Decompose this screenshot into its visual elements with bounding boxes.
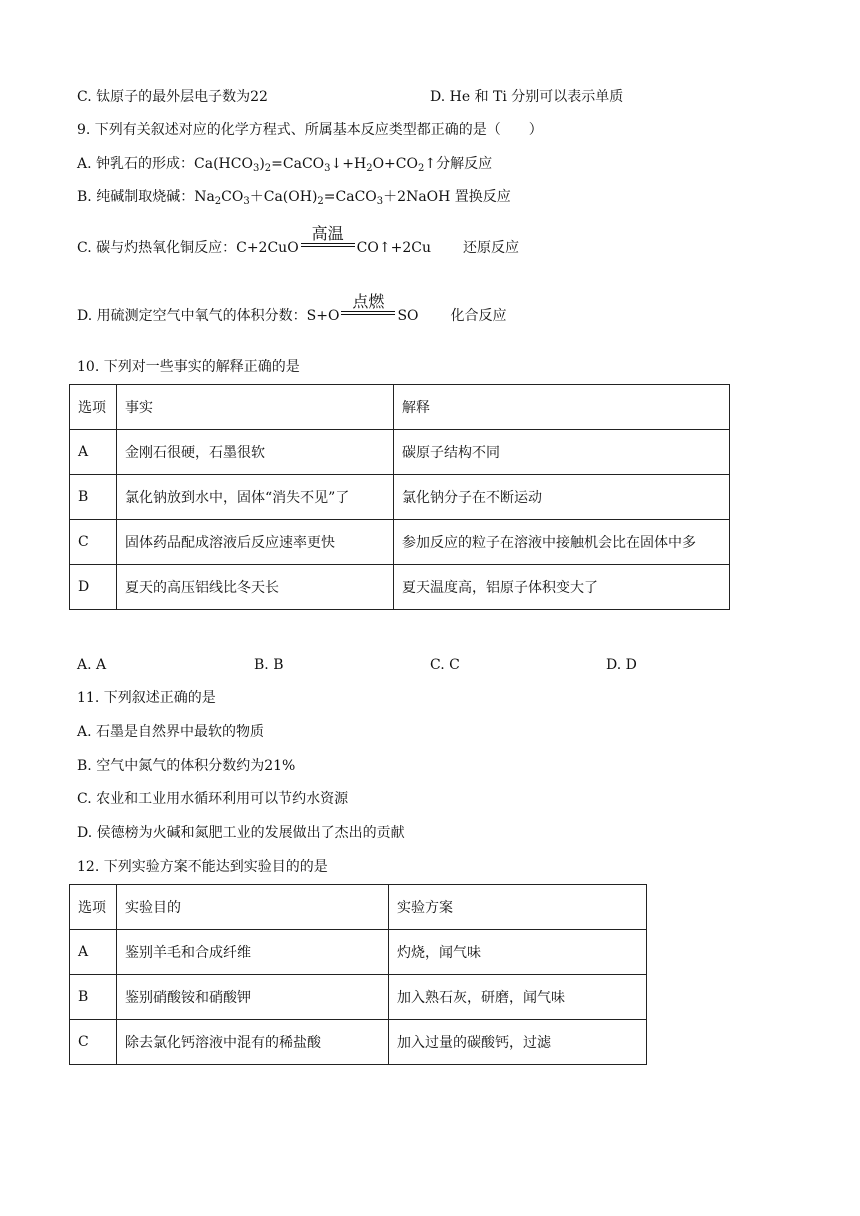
q10-option-a: A. A bbox=[77, 657, 107, 673]
q9-option-d: D. 用硫测定空气中氧气的体积分数：S+O 点燃 SO 化合反应 bbox=[77, 292, 507, 324]
q10-option-b: B. B bbox=[254, 657, 284, 673]
table-cell: 夏天温度高，铝原子体积变大了 bbox=[394, 565, 730, 610]
table-cell: 加入过量的碳酸钙，过滤 bbox=[389, 1020, 647, 1065]
table-header-row bbox=[70, 885, 647, 930]
q12-stem: 12. 下列实验方案不能达到实验目的的是 bbox=[77, 859, 328, 875]
table-cell: C bbox=[70, 1020, 117, 1065]
table-row bbox=[70, 1020, 647, 1065]
table-cell: B bbox=[70, 475, 117, 520]
table-cell: C bbox=[70, 520, 117, 565]
table-cell: A bbox=[70, 430, 117, 475]
table-row bbox=[70, 430, 730, 475]
header-cell: 选项 bbox=[70, 385, 117, 430]
table-cell: 除去氯化钙溶液中混有的稀盐酸 bbox=[117, 1020, 389, 1065]
q9-stem: 9. 下列有关叙述对应的化学方程式、所属基本反应类型都正确的是（ ） bbox=[77, 122, 543, 138]
table-cell: 参加反应的粒子在溶液中接触机会比在固体中多 bbox=[394, 520, 730, 565]
q12-table bbox=[69, 884, 647, 1065]
table-cell: 碳原子结构不同 bbox=[394, 430, 730, 475]
table-cell: 加入熟石灰，研磨，闻气味 bbox=[389, 975, 647, 1020]
table-cell: 固体药品配成溶液后反应速率更快 bbox=[117, 520, 394, 565]
reaction-condition: 高温 bbox=[301, 238, 355, 258]
q9-option-c: C. 碳与灼热氧化铜反应：C+2CuO 高温 CO↑+2Cu 还原反应 bbox=[77, 224, 519, 256]
header-cell: 事实 bbox=[117, 385, 394, 430]
table-header-row bbox=[70, 385, 730, 430]
table-row bbox=[70, 520, 730, 565]
q10-option-c: C. C bbox=[430, 657, 460, 673]
table-cell: 鉴别羊毛和合成纤维 bbox=[117, 930, 389, 975]
q11-option-a: A. 石墨是自然界中最软的物质 bbox=[77, 724, 265, 740]
q11-stem: 11. 下列叙述正确的是 bbox=[77, 690, 216, 706]
q11-option-d: D. 侯德榜为火碱和氮肥工业的发展做出了杰出的贡献 bbox=[77, 825, 405, 841]
table-cell: 鉴别硝酸铵和硝酸钾 bbox=[117, 975, 389, 1020]
table-row bbox=[70, 930, 647, 975]
q9-option-a: A. 钟乳石的形成：$Ca(HCO_3)_2=CaCO_3↓+H_2O+CO_2↑$分解反应 bbox=[77, 156, 493, 174]
table-cell: 金刚石很硬，石墨很软 bbox=[117, 430, 394, 475]
q10-option-d: D. D bbox=[606, 657, 637, 673]
header-cell: 实验目的 bbox=[117, 885, 389, 930]
header-cell: 选项 bbox=[70, 885, 117, 930]
table-row bbox=[70, 475, 730, 520]
q11-option-c: C. 农业和工业用水循环利用可以节约水资源 bbox=[77, 791, 349, 807]
table-cell: D bbox=[70, 565, 117, 610]
table-cell: 灼烧，闻气味 bbox=[389, 930, 647, 975]
header-cell: 解释 bbox=[394, 385, 730, 430]
table-cell: 氯化钠分子在不断运动 bbox=[394, 475, 730, 520]
q9-option-b: B. 纯碱制取烧碱：$Na_2CO_3+Ca(OH)_2=CaCO_3+2NaOH$ 置换反应 bbox=[77, 189, 511, 207]
q8-option-c: C. 钛原子的最外层电子数为22 bbox=[77, 89, 268, 105]
table-cell: 夏天的高压铝线比冬天长 bbox=[117, 565, 394, 610]
reaction-condition: 点燃 bbox=[341, 306, 395, 326]
table-row bbox=[70, 565, 730, 610]
q11-option-b: B. 空气中氮气的体积分数约为21% bbox=[77, 758, 296, 774]
q10-stem: 10. 下列对一些事实的解释正确的是 bbox=[77, 359, 300, 375]
table-cell: 氯化钠放到水中，固体“消失不见”了 bbox=[117, 475, 394, 520]
q8-option-d: D. He 和 Ti 分别可以表示单质 bbox=[430, 89, 624, 105]
table-row bbox=[70, 975, 647, 1020]
table-cell: B bbox=[70, 975, 117, 1020]
table-cell: A bbox=[70, 930, 117, 975]
q10-table bbox=[69, 384, 730, 610]
header-cell: 实验方案 bbox=[389, 885, 647, 930]
